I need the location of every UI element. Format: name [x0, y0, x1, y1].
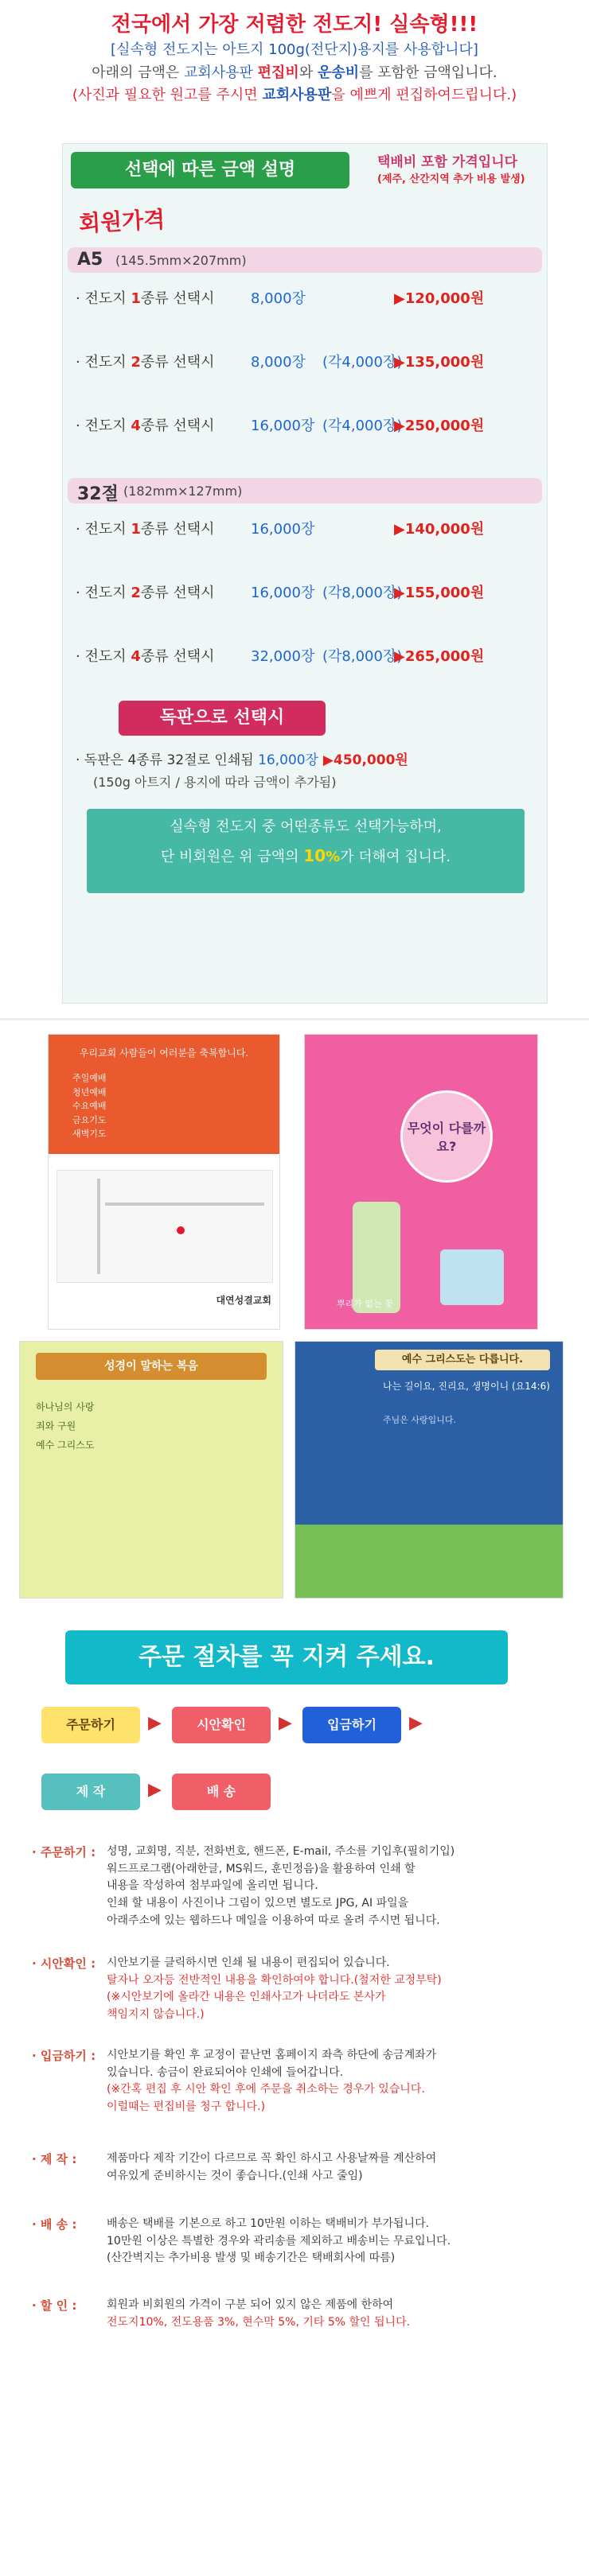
order-item-text-order: 성명, 교회명, 직분, 전화번호, 핸드폰, E-mail, 주소를 기입후(필히기입) 워드프로그램(아래한글, MS워드, 훈민정음)을 활용하여 인쇄 할 내용을 작성하여 첨부파일에 올리면 됩니다. 인쇄 할 내용이 사진이나 그림이 있으면 별도로 JPG, AI 파일을 아래주소에 있는 웹하드나 메일을 이용하여 따로 올려 주시면 됩니다.: [107, 1845, 455, 1927]
sample-thumb-3: 성경이 말하는 복음 하나님의 사랑 죄와 구원 예수 그리스도: [19, 1341, 283, 1599]
standalone-tab: 독판으로 선택시: [119, 701, 326, 736]
bottom-note: 실속형 전도지 중 어떤종류도 선택가능하며, 단 비회원은 위 금액의 10%가 더해여 집니다.: [87, 809, 525, 893]
order-item-text-shipping: 배송은 택배를 기본으로 하고 10만원 이하는 택배비가 부가됩니다. 10만원 이상은 특별한 경우와 곽리송를 제외하고 배송비는 무료입니다. (산간벽지는 추가비용 발생 및 배송기간은 택배회사에 따름): [107, 2217, 451, 2265]
32-row2: · 전도지 2종류 선택시 16,000장 (각8,000장) ▶155,000원: [76, 585, 485, 601]
step-order-button[interactable]: 주문하기: [41, 1707, 140, 1743]
32-row1: · 전도지 1종류 선택시 16,000장 ▶140,000원: [76, 521, 485, 538]
arrow-icon: ▶: [409, 1713, 423, 1733]
order-item-label-order: · 주문하기 :: [32, 1845, 96, 1859]
member-script: 회원가격: [78, 206, 166, 237]
order-banner: 주문 절차를 꼭 지켜 주세요.: [65, 1630, 508, 1684]
order-item-text-discount: 회원과 비회원의 가격이 구분 되어 있지 않은 제품에 한하여 전도지10%, 전도용품 3%, 현수막 5%, 기타 5% 할인 됩니다.: [107, 2298, 411, 2329]
arrow-icon: ▶: [279, 1713, 292, 1733]
sample-thumb-1: 우리교회 사람들이 여러분을 축복합니다. 주일예배 청년예배 수요예배 금요기도 새벽기도 대연성결교회: [48, 1034, 280, 1330]
order-item-label-shipping: · 배 송 :: [32, 2217, 77, 2232]
a5-row1: · 전도지 1종류 선택시 8,000장 ▶120,000원: [76, 290, 485, 307]
standalone-line1: · 독판은 4종류 32절로 인쇄됨 16,000장 ▶450,000원: [76, 752, 408, 768]
order-item-label-discount: · 할 인 :: [32, 2298, 77, 2313]
order-item-text-production: 제품마다 제작 기간이 다르므로 꼭 확인 하시고 사용날짜를 계산하여 여유있게 준비하시는 것이 좋습니다.(인쇄 사고 줄임): [107, 2152, 437, 2182]
32-row3: · 전도지 4종류 선택시 32,000장 (각8,000장) ▶265,000원: [76, 648, 485, 665]
order-item-label-proof: · 시안확인 :: [32, 1956, 96, 1971]
thumb1-list: 주일예배 청년예배 수요예배 금요기도 새벽기도: [72, 1073, 107, 1140]
sample-thumb-4: 예수 그리스도는 다릅니다. 나는 길이요, 진리요, 생명이니 (요14:6) 주님은 사랑입니다.: [294, 1341, 564, 1599]
order-item-label-payment: · 입금하기 :: [32, 2049, 96, 2063]
thumb1-header: 우리교회 사람들이 여러분을 축복합니다. 주일예배 청년예배 수요예배 금요기도 새벽기도: [49, 1035, 279, 1154]
thumb1-map: [57, 1170, 273, 1283]
section-a5-header: A5 (145.5mm×207mm): [68, 247, 542, 273]
main-tab: 선택에 따른 금액 설명: [71, 152, 349, 188]
page-title: 전국에서 가장 저렴한 전도지! 실속형!!!: [111, 13, 478, 37]
order-item-text-payment: 시안보기를 확인 후 교정이 끝난면 홈페이지 좌측 하단에 송금계좌가 있습니다. 송금이 완료되어야 인쇄에 들어갑니다. (※간혹 편집 후 시안 확인 후에 주문을 취소하는 경우가 있습니다. 이럴때는 편집비를 청구 합니다.): [107, 2049, 437, 2114]
section-32-header: 32절 (182mm×127mm): [68, 478, 542, 503]
step-proof-button[interactable]: 시안확인: [172, 1707, 271, 1743]
header-line3: (사진과 필요한 원고를 주시면 교회사용판을 예쁘게 편집하여드립니다.): [72, 87, 517, 104]
step-payment-button[interactable]: 입금하기: [302, 1707, 401, 1743]
a5-row2: · 전도지 2종류 선택시 8,000장 (각4,000장) ▶135,000원: [76, 354, 485, 371]
step-production-button[interactable]: 제 작: [41, 1774, 140, 1810]
thumb2-badge: 무엇이 다를까요?: [400, 1090, 493, 1183]
thumb3-sections: 하나님의 사랑 죄와 구원 예수 그리스도: [36, 1401, 95, 1451]
cta-box: 택배비 포함 가격입니다 (제주, 산간지역 추가 비용 발생): [377, 154, 525, 185]
divider: [0, 1018, 589, 1020]
header: [0, 12, 589, 107]
arrow-icon: ▶: [148, 1713, 162, 1733]
pricing-panel: [62, 143, 548, 1004]
order-item-text-proof: 시안보기를 클릭하시면 인쇄 될 내용이 편집되어 있습니다. 탈자나 오자등 전반적인 내용을 확인하여야 합니다.(철저한 교정부탁) (※시안보기에 올라간 내용은 인쇄사고가 나더라도 본사가 책임지지 않습니다.): [107, 1956, 442, 2022]
sample-thumb-2: 무엇이 다를까요? 뿌리가 없는 꽃: [304, 1034, 538, 1330]
header-line2: 아래의 금액은 교회사용판 편집비와 운송비를 포함한 금액입니다.: [92, 64, 497, 81]
header-line1: [실속형 전도지는 아트지 100g(전단지)용지를 사용합니다]: [111, 41, 478, 58]
arrow-icon: ▶: [148, 1780, 162, 1800]
step-shipping-button[interactable]: 배 송: [172, 1774, 271, 1810]
order-item-label-production: · 제 작 :: [32, 2152, 77, 2166]
standalone-line2: (150g 아트지 / 용지에 따라 금액이 추가됨): [93, 775, 337, 790]
a5-row3: · 전도지 4종류 선택시 16,000장 (각4,000장) ▶250,000원: [76, 418, 485, 434]
